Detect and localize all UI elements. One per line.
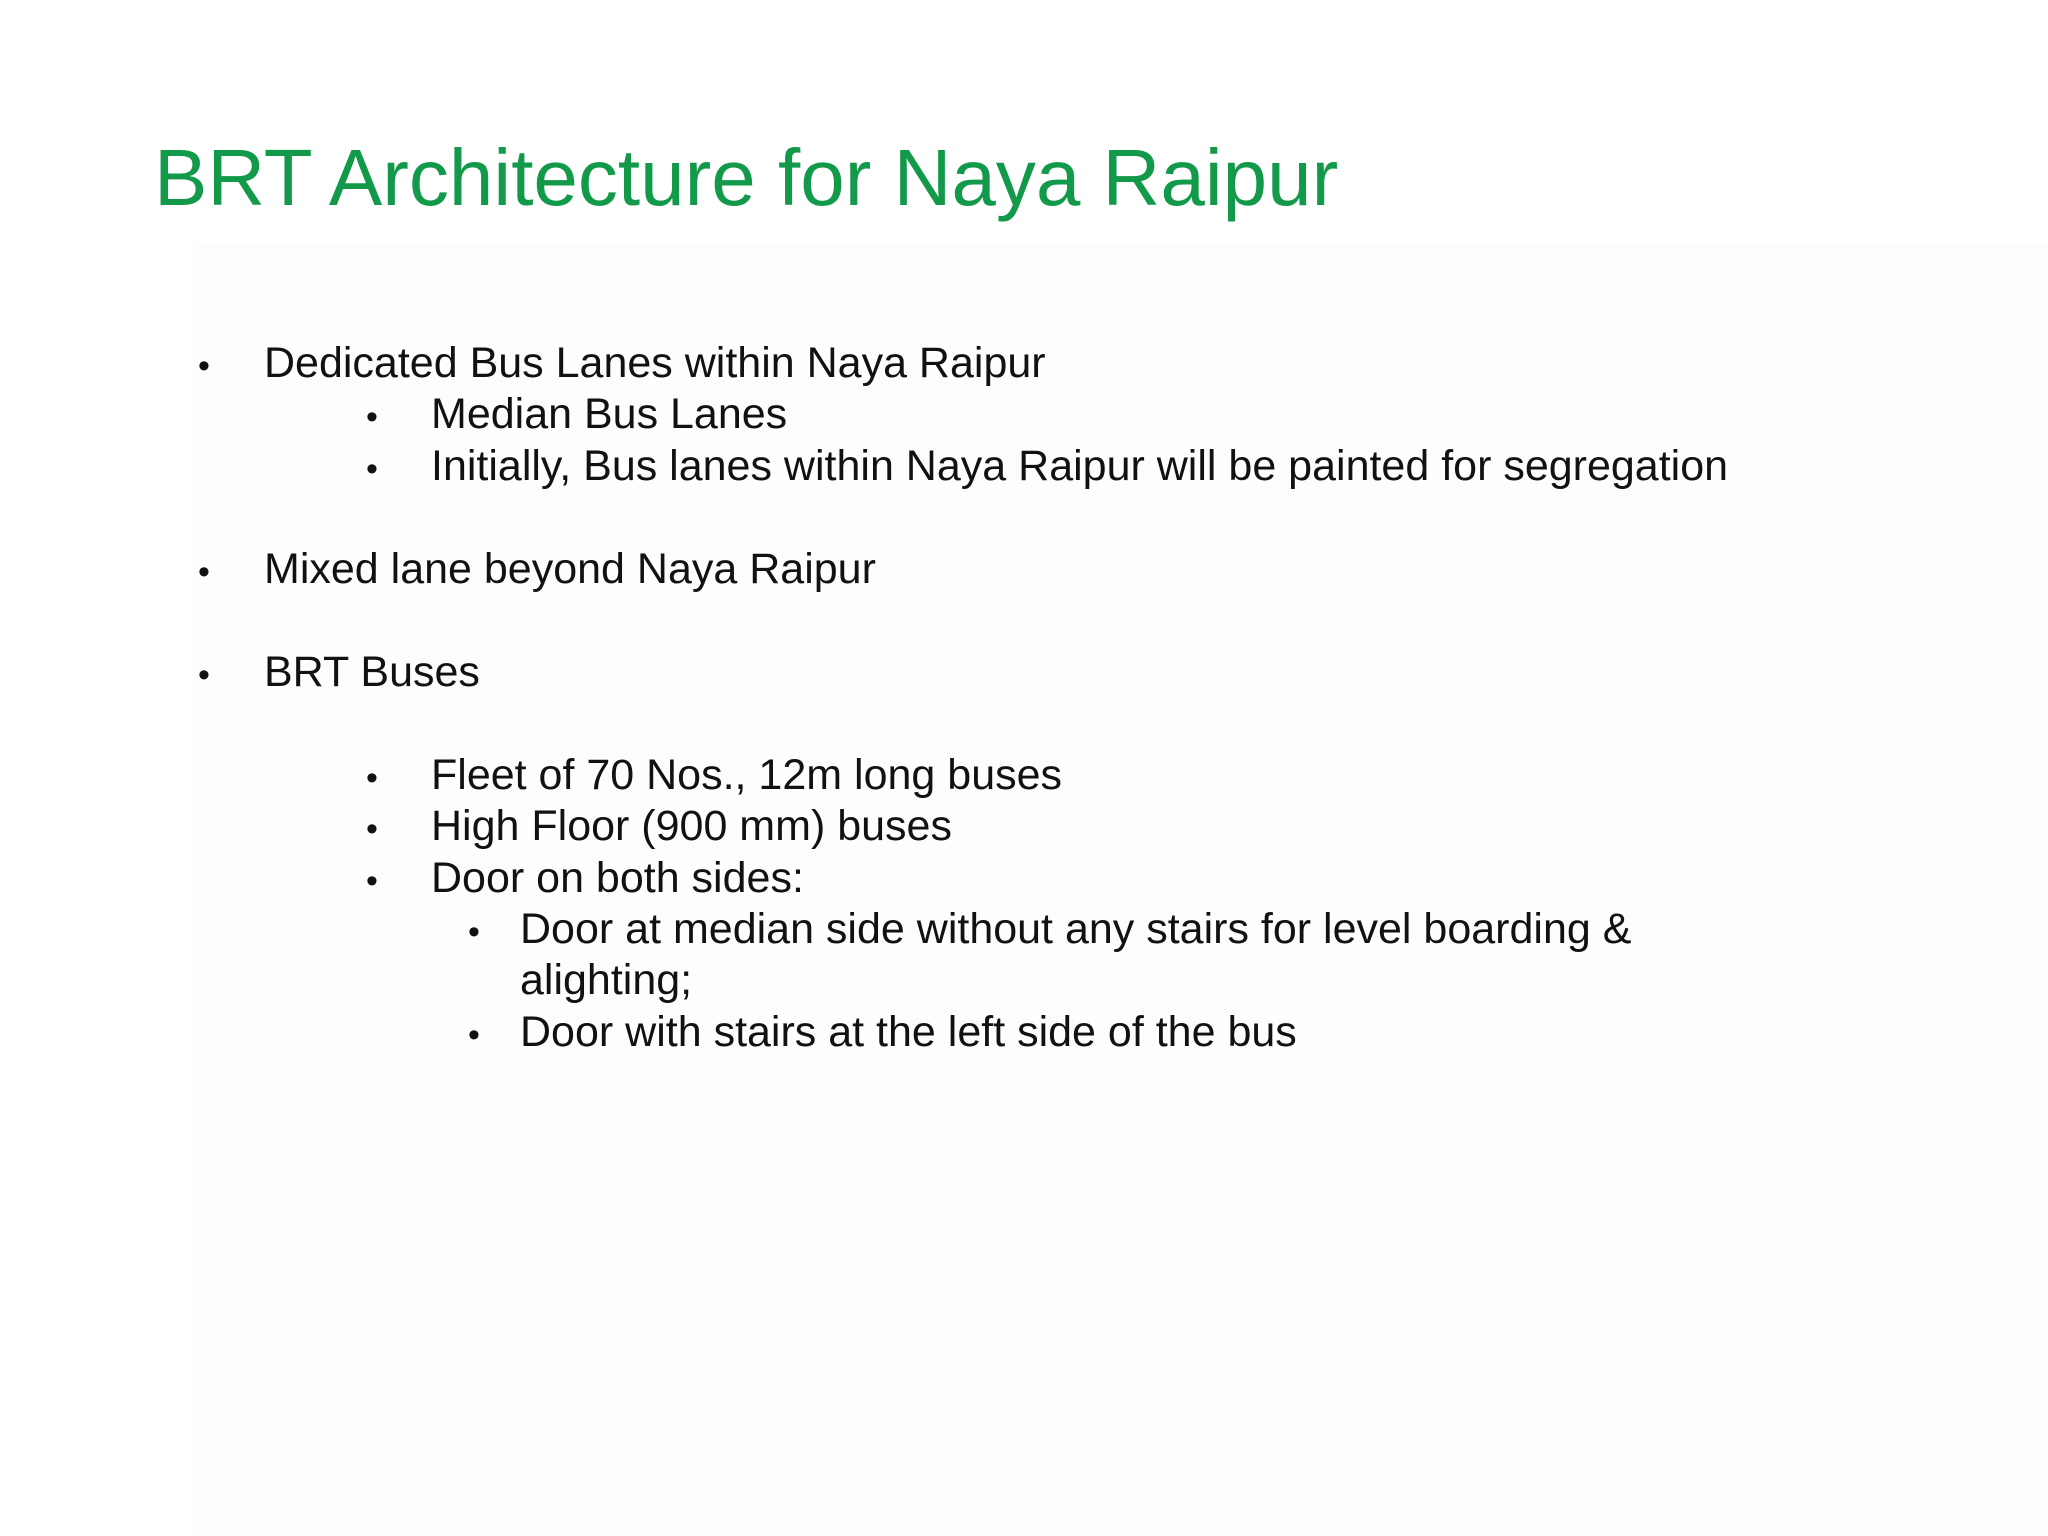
bullet-median-lanes: Median Bus Lanes (431, 390, 788, 438)
bullet-icon: • (366, 450, 378, 488)
bullet-icon: • (366, 810, 378, 848)
bullet-icon: • (366, 398, 378, 436)
bullet-icon: • (366, 862, 378, 900)
bullet-doors: Door on both sides: (431, 854, 804, 902)
bullet-dedicated-lanes: Dedicated Bus Lanes within Naya Raipur (264, 339, 1046, 387)
bullet-door-median-continued: alighting; (520, 956, 693, 1004)
bullet-door-median: Door at median side without any stairs for level boarding & (520, 905, 1632, 953)
bullet-fleet: Fleet of 70 Nos., 12m long buses (431, 751, 1063, 799)
bullet-brt-buses: BRT Buses (264, 648, 480, 696)
bullet-mixed-lane: Mixed lane beyond Naya Raipur (264, 545, 876, 593)
bullet-icon: • (198, 347, 210, 385)
bullet-icon: • (468, 1016, 480, 1054)
bullet-icon: • (198, 656, 210, 694)
bullet-high-floor: High Floor (900 mm) buses (431, 802, 952, 850)
bullet-icon: • (366, 759, 378, 797)
bullet-icon: • (198, 553, 210, 591)
bullet-icon: • (468, 913, 480, 951)
bullet-painted-lanes: Initially, Bus lanes within Naya Raipur will be painted for segregation (431, 442, 1729, 490)
bullet-door-left: Door with stairs at the left side of the bus (520, 1008, 1297, 1056)
slide-title: BRT Architecture for Naya Raipur (154, 133, 1339, 222)
